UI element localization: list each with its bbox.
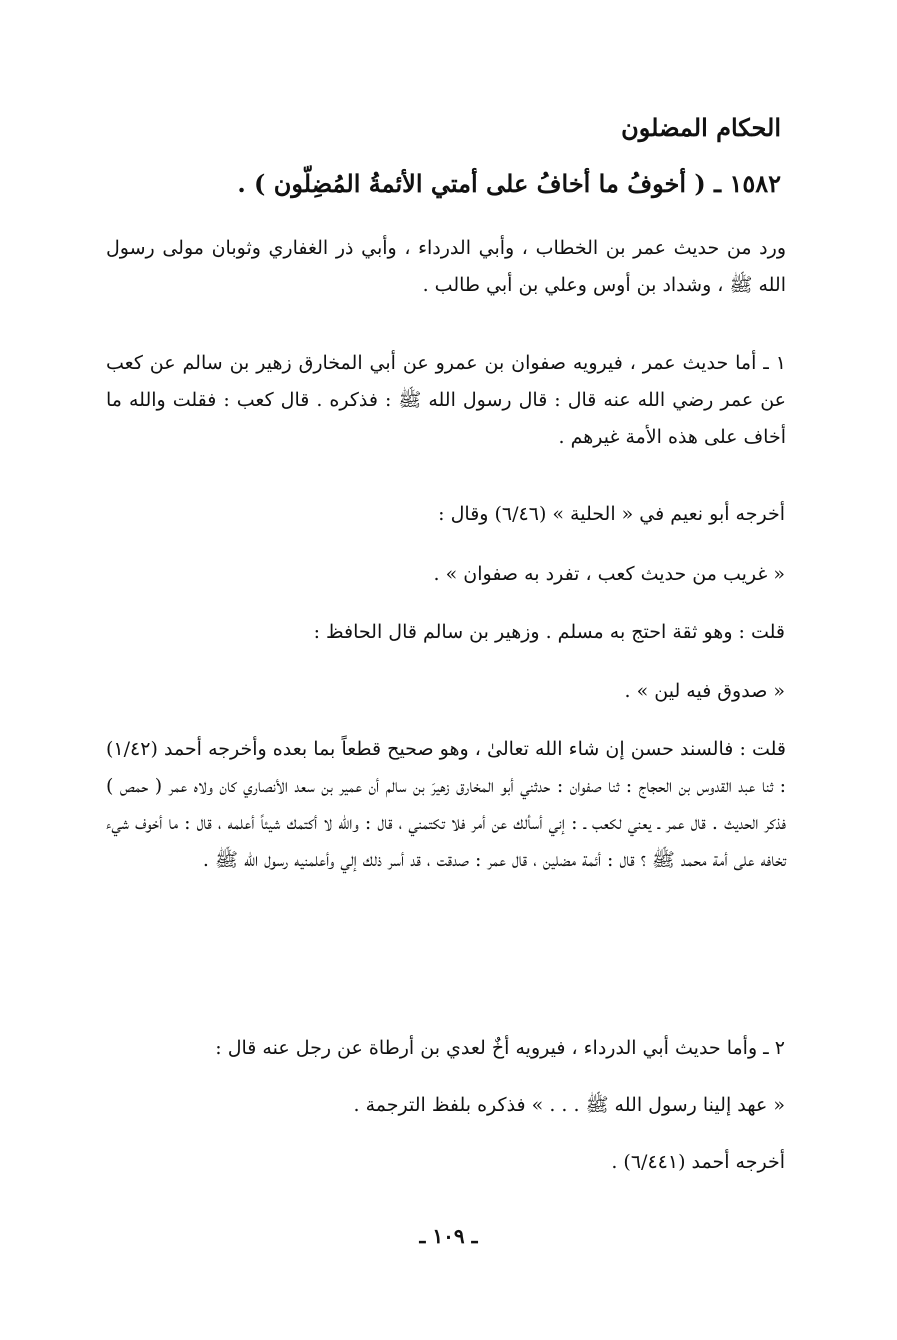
hadith-heading: ١٥٨٢ ـ ( أخوفُ ما أخافُ على أمتي الأئمةُ المُضِلّون ) . bbox=[237, 169, 781, 198]
qultu-isnad-paragraph: قلت : فالسند حسن إن شاء الله تعالىٰ ، وهو صحيح قطعاً بما بعده وأخرجه أحمد (١/٤٢) : ثنا عبد القدوس بن الحجاج : ثنا صفوان : حدثني أبو المخارق زهيرَ بن سالم أن عمير بن سعد الأنصاري كان ولاه عمر ( حمص ) فذكر الحديث . قال عمر ـ يعني لكعب ـ : إني أسألك عن أمر فلا تكتمني ، قال : والله لا أكتمك شيئاً أعلمه ، قال : ما أخوف شيء تخافه على أمة محمد ﷺ ؟ قال : أئمة مضلين ، قال عمر : صدقت ، قد أسر ذلك إلي وأعلمنيه رسول الله ﷺ . bbox=[106, 738, 786, 871]
saduq-quote: « صدوق فيه لين » . bbox=[624, 680, 785, 702]
intro-paragraph: ورد من حديث عمر بن الخطاب ، وأبي الدرداء ، وأبي ذر الغفاري وثوبان مولى رسول الله ﷺ ، وشداد بن أوس وعلي بن أبي طالب . bbox=[106, 237, 786, 296]
section-title: الحكام المضلون bbox=[621, 113, 781, 142]
gharib-quote: « غريب من حديث كعب ، تفرد به صفوان » . bbox=[433, 563, 785, 585]
abu-darda-paragraph: ٢ ـ وأما حديث أبي الدرداء ، فيرويه أخٌ لعدي بن أرطاة عن رجل عنه قال : bbox=[215, 1037, 785, 1059]
page-number: ـ ١٠٩ ـ bbox=[419, 1224, 478, 1248]
qultu-thiqa-line: قلت : وهو ثقة احتج به مسلم . وزهير بن سالم قال الحافظ : bbox=[313, 621, 785, 643]
abu-nuaim-line: أخرجه أبو نعيم في « الحلية » (٦/٤٦) وقال : bbox=[438, 503, 785, 525]
umar-hadith-paragraph: ١ ـ أما حديث عمر ، فيرويه صفوان بن عمرو عن أبي المخارق زهير بن سالم عن كعب عن عمر رضي الله عنه قال : قال رسول الله ﷺ : فذكره . قال كعب : فقلت والله ما أخاف على هذه الأمة غيرهم . bbox=[106, 352, 786, 448]
ahmad-line: أخرجه أحمد (٦/٤٤١) . bbox=[611, 1151, 785, 1173]
ahd-quote: « عهد إلينا رسول الله ﷺ . . . » فذكره بلفظ الترجمة . bbox=[353, 1094, 785, 1116]
